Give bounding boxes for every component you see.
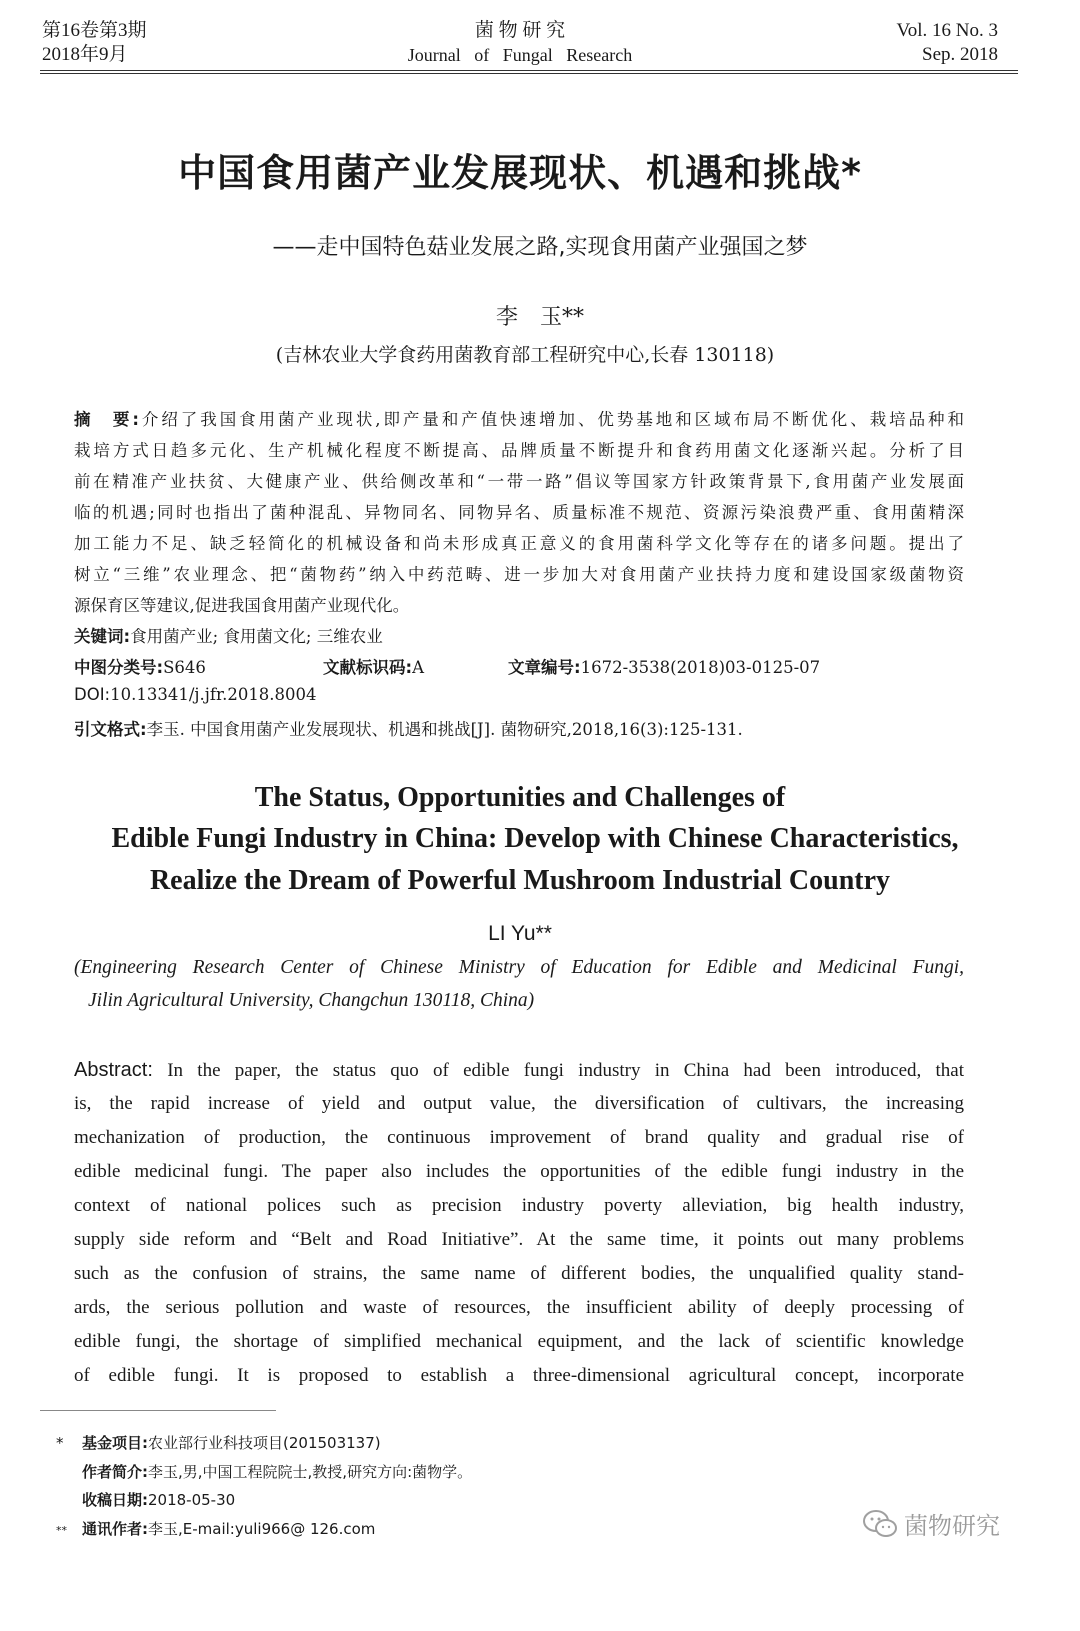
abstract-en-line: edible medicinal fungi. The paper also includes the opportunities of the edible fungi industry in the: [74, 1161, 964, 1182]
abstract-cn-label: 摘 要:: [74, 410, 139, 429]
abstract-cn-line: 栽培方式日趋多元化、生产机械化程度不断提高、品牌质量不断提升和食药用菌文化逐渐兴起。分析了目: [74, 441, 964, 460]
abstract-en-line: mechanization of production, the continuous improvement of brand quality and gradual rise of: [74, 1127, 964, 1148]
journal-cn: 菌 物 研 究: [474, 20, 566, 41]
header-rule: [40, 70, 1018, 71]
title-en-line: Realize the Dream of Powerful Mushroom Industrial Country: [149, 865, 891, 896]
footnote-rule: [40, 1410, 276, 1411]
affiliation-cn: (吉林农业大学食药用菌教育部工程研究中心,长春 130118): [275, 344, 775, 366]
abstract-en-line: such as the confusion of strains, the same name of different bodies, the unqualified quality stand-: [74, 1263, 964, 1284]
volume-en: Vol. 16 No. 3: [896, 20, 998, 41]
volume-cn: 第16卷第3期: [42, 20, 147, 41]
abstract-en-line: supply side reform and “Belt and Road Initiative”. At the same time, it points out many problems: [74, 1229, 964, 1250]
abstract-cn-line: 摘 要:介绍了我国食用菌产业现状,即产量和产值快速增加、优势基地和区域布局不断优化、栽培品种和: [74, 410, 964, 429]
affiliation-en-line: Jilin Agricultural University, Changchun 130118, China): [88, 990, 535, 1011]
keywords-cn: 关键词:食用菌产业; 食用菌文化; 三维农业: [74, 627, 383, 646]
wechat-icon: [862, 1509, 898, 1539]
footnote-funding: * 基金项目:农业部行业科技项目(201503137): [56, 1434, 381, 1452]
abstract-en-line: of edible fungi. It is proposed to establish a three-dimensional agricultural concept, incorporate: [74, 1365, 964, 1386]
abstract-cn-line: 临的机遇;同时也指出了菌种混乱、异物同名、同物异名、质量标准不规范、资源污染浪费严重、食用菌精深: [74, 503, 964, 522]
title-cn: 中国食用菌产业发展现状、机遇和挑战*: [178, 151, 862, 195]
author-en: LI Yu**: [488, 922, 552, 945]
abstract-en-line: is, the rapid increase of yield and output value, the diversification of cultivars, the increasing: [74, 1093, 964, 1114]
affiliation-en-line: (Engineering Research Center of Chinese Ministry of Education for Edible and Medicinal Fungi,: [74, 957, 964, 978]
abstract-en-line: context of national polices such as precision industry poverty alleviation, big health industry,: [74, 1195, 964, 1216]
title-en-line: The Status, Opportunities and Challenges of: [254, 782, 786, 813]
article-number: 文章编号:1672-3538(2018)03-0125-07: [508, 658, 821, 677]
citation-format: 引文格式:李玉. 中国食用菌产业发展现状、机遇和挑战[J]. 菌物研究,2018,16(3):125-131.: [74, 720, 743, 739]
abstract-cn-line: 加工能力不足、缺乏轻简化的机械设备和尚未形成真正意义的食用菌科学文化等存在的诸多问题。提出了: [74, 534, 964, 553]
abstract-en-label: Abstract:: [74, 1059, 153, 1081]
footnote-received-date: 收稿日期:2018-05-30: [82, 1491, 236, 1509]
document-code: 文献标识码:A: [323, 658, 425, 677]
date-cn: 2018年9月: [42, 44, 128, 65]
header-rule-2: [40, 73, 1018, 74]
watermark: 菌物研究: [862, 1506, 1000, 1541]
abstract-en-line: Abstract: In the paper, the status quo of edible fungi industry in China had been introduced, that: [74, 1059, 964, 1081]
abstract-en-line: edible fungi, the shortage of simplified mechanical equipment, and the lack of scientific knowledge: [74, 1331, 964, 1352]
doi: DOI:10.13341/j.jfr.2018.8004: [74, 685, 317, 704]
subtitle-cn: ——走中国特色菇业发展之路,实现食用菌产业强国之梦: [272, 235, 808, 260]
footnote-corresponding-author: ** 通讯作者:李玉,E-mail:yuli966@ 126.com: [56, 1520, 376, 1538]
footnote-author-bio: 作者简介:李玉,男,中国工程院院士,教授,研究方向:菌物学。: [82, 1463, 473, 1481]
abstract-en-line: ards, the serious pollution and waste of resources, the insufficient ability of deeply processing of: [74, 1297, 964, 1318]
journal-en: Journal of Fungal Research: [407, 45, 633, 65]
author-cn: 李 玉**: [495, 305, 584, 330]
clc-number: 中图分类号:S646: [74, 658, 206, 677]
abstract-cn-line: 前在精准产业扶贫、大健康产业、供给侧改革和“一带一路”倡议等国家方针政策背景下,食用菌产业发展面: [74, 472, 964, 491]
abstract-cn-line: 源保育区等建议,促进我国食用菌产业现代化。: [74, 596, 410, 615]
abstract-cn-line: 树立“三维”农业理念、把“菌物药”纳入中药范畴、进一步加大对食用菌产业扶持力度和建设国家级菌物资: [74, 565, 964, 584]
date-en: Sep. 2018: [922, 44, 998, 65]
title-en-line: Edible Fungi Industry in China: Develop with Chinese Characteristics,: [111, 823, 959, 854]
